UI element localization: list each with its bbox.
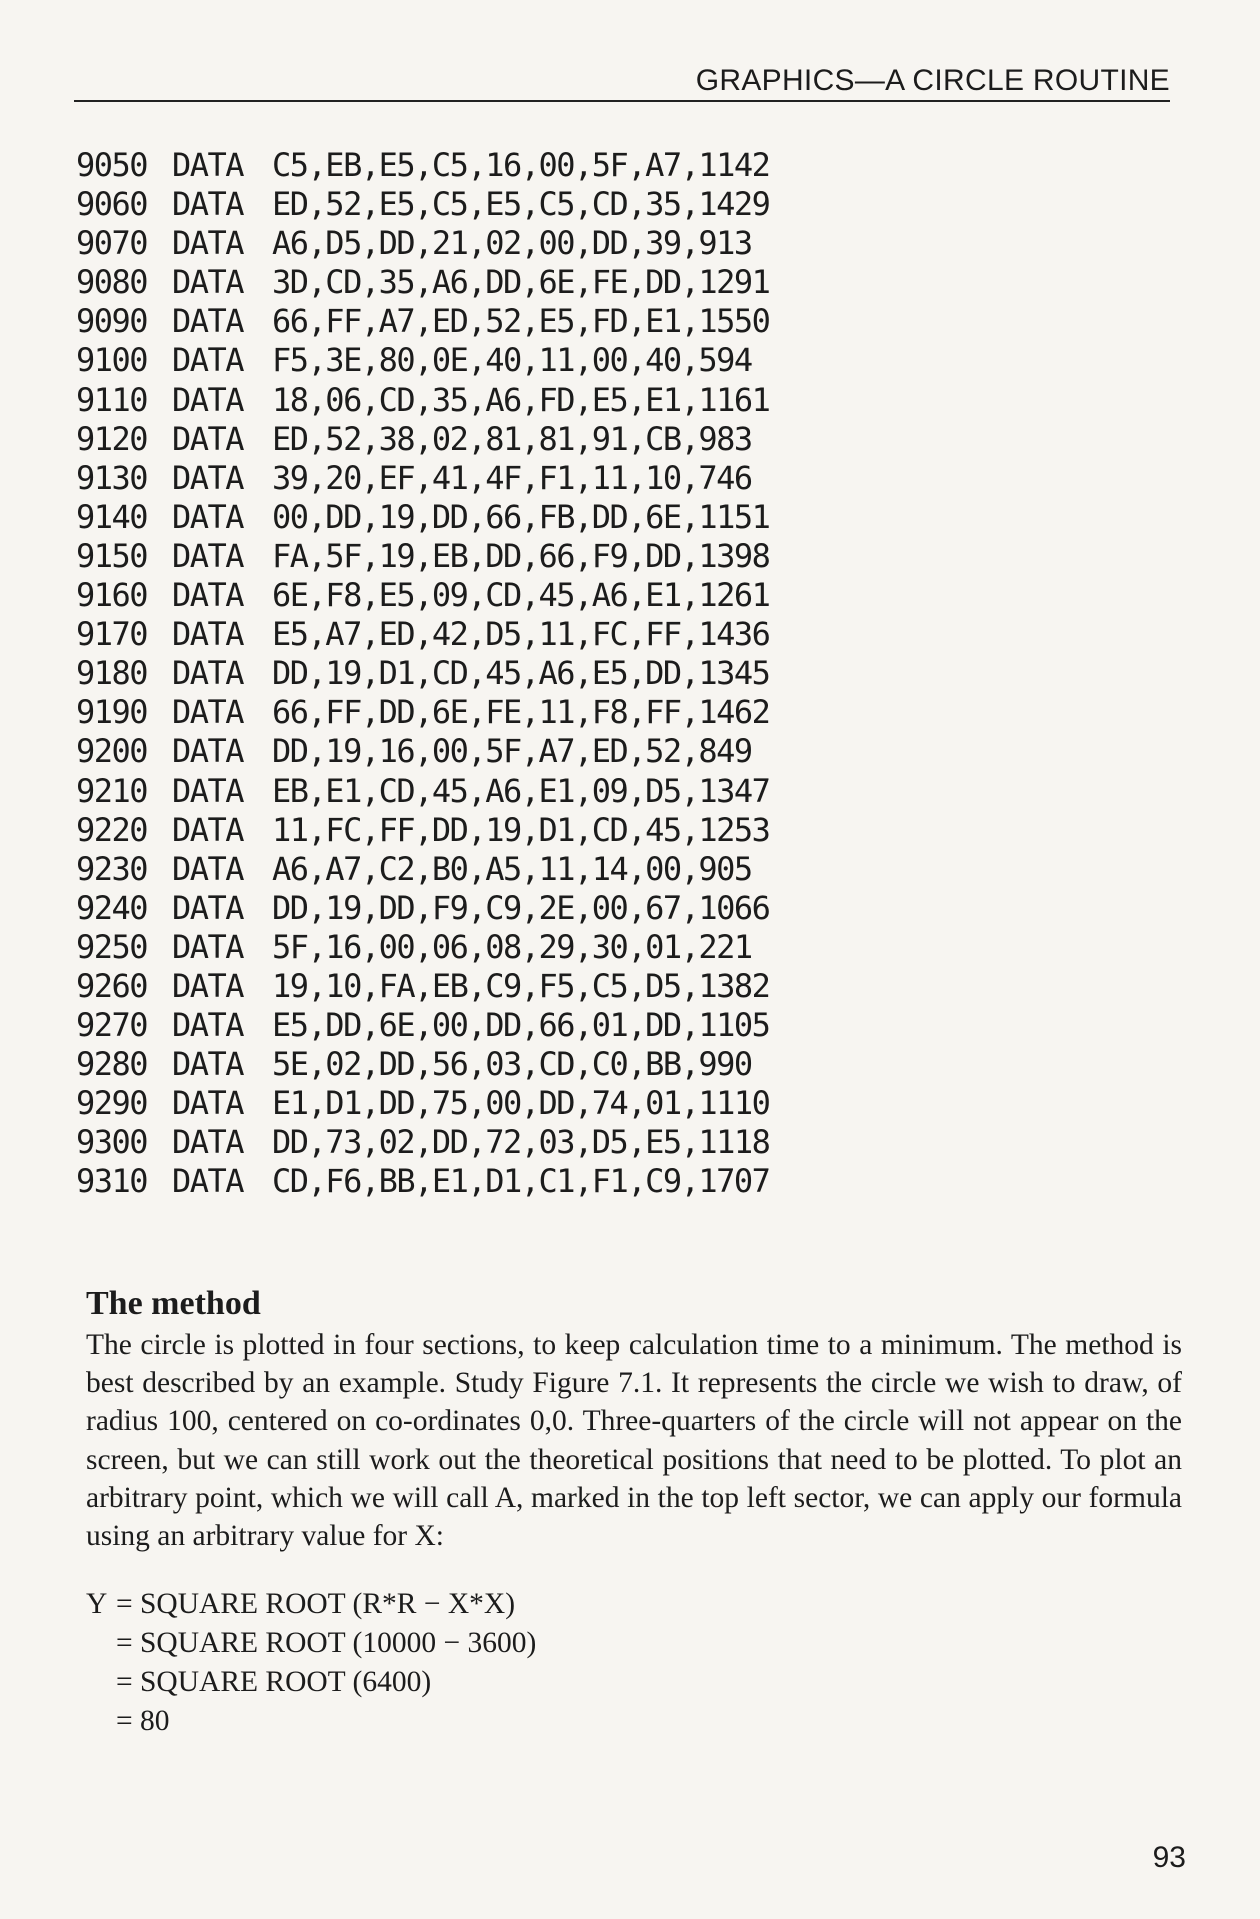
line-number: 9140 [76,497,148,536]
data-values: 39,20,EF,41,4F,F1,11,10,746 [272,458,752,497]
data-keyword: DATA [172,263,244,302]
data-values: DD,19,D1,CD,45,A6,E5,DD,1345 [272,654,770,693]
data-values: DD,19,16,00,5F,A7,ED,52,849 [272,732,752,771]
data-keyword: DATA [172,693,244,732]
code-line [76,1123,769,1162]
line-number: 9180 [76,654,148,693]
formula-rhs: = SQUARE ROOT (6400) [116,1666,432,1699]
data-values: C5,EB,E5,C5,16,00,5F,A7,1142 [272,146,770,184]
formula-block [86,1585,1182,1741]
line-number: 9240 [76,888,148,927]
data-keyword: DATA [172,576,244,615]
code-line [76,732,769,771]
code-line [76,693,769,732]
line-number: 9290 [76,1084,148,1123]
formula-rhs: = SQUARE ROOT (10000 − 3600) [116,1627,537,1660]
code-line [76,1006,769,1045]
line-number: 9190 [76,693,148,732]
line-number: 9200 [76,732,148,771]
data-keyword: DATA [172,849,244,888]
code-line [76,850,769,889]
data-keyword: DATA [172,380,244,419]
line-number: 9160 [76,576,148,615]
formula-line [86,1663,1182,1702]
data-keyword: DATA [172,1006,244,1045]
line-number: 9250 [76,927,148,966]
data-values: A6,A7,C2,B0,A5,11,14,00,905 [272,849,752,888]
formula-rhs: = SQUARE ROOT (R*R − X*X) [116,1588,516,1621]
line-number: 9220 [76,810,148,849]
data-values: F5,3E,80,0E,40,11,00,40,594 [272,341,752,380]
data-keyword: DATA [172,732,244,771]
data-values: DD,19,DD,F9,C9,2E,00,67,1066 [272,888,770,927]
code-line [76,576,769,615]
data-keyword: DATA [172,771,244,810]
running-header-title: GRAPHICS—A CIRCLE ROUTINE [695,64,1170,97]
code-line [76,889,769,928]
line-number: 9310 [76,1162,148,1201]
data-keyword: DATA [172,302,244,341]
data-values: 3D,CD,35,A6,DD,6E,FE,DD,1291 [272,263,770,302]
line-number: 9070 [76,224,148,263]
data-values: ED,52,E5,C5,E5,C5,CD,35,1429 [272,185,770,224]
data-values: 5E,02,DD,56,03,CD,C0,BB,990 [272,1045,752,1084]
data-keyword: DATA [172,810,244,849]
data-keyword: DATA [172,888,244,927]
data-values: 5F,16,00,06,08,29,30,01,221 [272,927,752,966]
code-line [76,381,769,420]
line-number: 9270 [76,1006,148,1045]
data-keyword: DATA [172,224,244,263]
code-line [76,459,769,498]
data-values: E5,DD,6E,00,DD,66,01,DD,1105 [272,1006,770,1045]
data-keyword: DATA [172,1084,244,1123]
data-keyword: DATA [172,654,244,693]
data-values: 19,10,FA,EB,C9,F5,C5,D5,1382 [272,966,770,1005]
data-keyword: DATA [172,927,244,966]
formula-lhs: Y [86,1588,108,1621]
data-keyword: DATA [172,185,244,224]
code-line [76,1162,769,1201]
formula-rhs: = 80 [116,1705,170,1738]
data-keyword: DATA [172,419,244,458]
data-keyword: DATA [172,341,244,380]
data-values: CD,F6,BB,E1,D1,C1,F1,C9,1707 [272,1162,770,1201]
line-number: 9280 [76,1045,148,1084]
data-keyword: DATA [172,536,244,575]
line-number: 9130 [76,458,148,497]
data-keyword: DATA [172,497,244,536]
line-number: 9090 [76,302,148,341]
line-number: 9260 [76,966,148,1005]
code-line [76,224,769,263]
line-number: 9300 [76,1123,148,1162]
data-values: 6E,F8,E5,09,CD,45,A6,E1,1261 [272,576,770,615]
code-line [76,302,769,341]
data-values: 00,DD,19,DD,66,FB,DD,6E,1151 [272,497,770,536]
method-section [86,1284,1182,1741]
data-keyword: DATA [172,966,244,1005]
data-values: E5,A7,ED,42,D5,11,FC,FF,1436 [272,615,770,654]
data-keyword: DATA [172,146,244,184]
code-line [76,615,769,654]
code-line [76,928,769,967]
data-values: E1,D1,DD,75,00,DD,74,01,1110 [272,1084,770,1123]
data-values: 11,FC,FF,DD,19,D1,CD,45,1253 [272,810,770,849]
code-line [76,654,769,693]
formula-line [86,1624,1182,1663]
data-keyword: DATA [172,458,244,497]
data-values: DD,73,02,DD,72,03,D5,E5,1118 [272,1123,770,1162]
code-line [76,772,769,811]
line-number: 9100 [76,341,148,380]
line-number: 9210 [76,771,148,810]
data-keyword: DATA [172,1123,244,1162]
data-keyword: DATA [172,1162,244,1201]
data-values: 66,FF,DD,6E,FE,11,F8,FF,1462 [272,693,770,732]
code-line [76,967,769,1006]
code-line [76,1045,769,1084]
code-line [76,146,769,185]
page-number: 93 [1152,1841,1186,1874]
code-line [76,185,769,224]
data-values: A6,D5,DD,21,02,00,DD,39,913 [272,224,752,263]
basic-listing [76,146,769,1202]
data-values: FA,5F,19,EB,DD,66,F9,DD,1398 [272,536,770,575]
data-values: ED,52,38,02,81,81,91,CB,983 [272,419,752,458]
formula-line [86,1702,1182,1741]
code-line [76,1084,769,1123]
data-values: EB,E1,CD,45,A6,E1,09,D5,1347 [272,771,770,810]
section-heading: The method [86,1285,261,1322]
code-line [76,811,769,850]
formula-line [86,1585,1182,1624]
code-line [76,498,769,537]
data-values: 18,06,CD,35,A6,FD,E5,E1,1161 [272,380,770,419]
line-number: 9080 [76,263,148,302]
code-line [76,420,769,459]
running-header [74,56,1170,102]
line-number: 9060 [76,185,148,224]
line-number: 9120 [76,419,148,458]
body-paragraph: The circle is plotted in four sections, to keep calculation time to a minimum. The method is best described by an example. Study Figure 7.1. It represents the circle we wish to draw, of radius 100, centered on co-ordinates 0,0. Three-quarters of the circle will not appear on the screen, but we can still work out the theoretical positions that need to be plotted. To plot an arbitrary point, which we will call A, marked in the top left sector, we can apply our formula using an arbitrary value for X: [86,1329,1182,1553]
line-number: 9050 [76,146,148,184]
line-number: 9170 [76,615,148,654]
code-line [76,263,769,302]
line-number: 9230 [76,849,148,888]
data-keyword: DATA [172,1045,244,1084]
data-keyword: DATA [172,615,244,654]
line-number: 9110 [76,380,148,419]
data-values: 66,FF,A7,ED,52,E5,FD,E1,1550 [272,302,770,341]
code-line [76,341,769,380]
code-line [76,537,769,576]
line-number: 9150 [76,536,148,575]
